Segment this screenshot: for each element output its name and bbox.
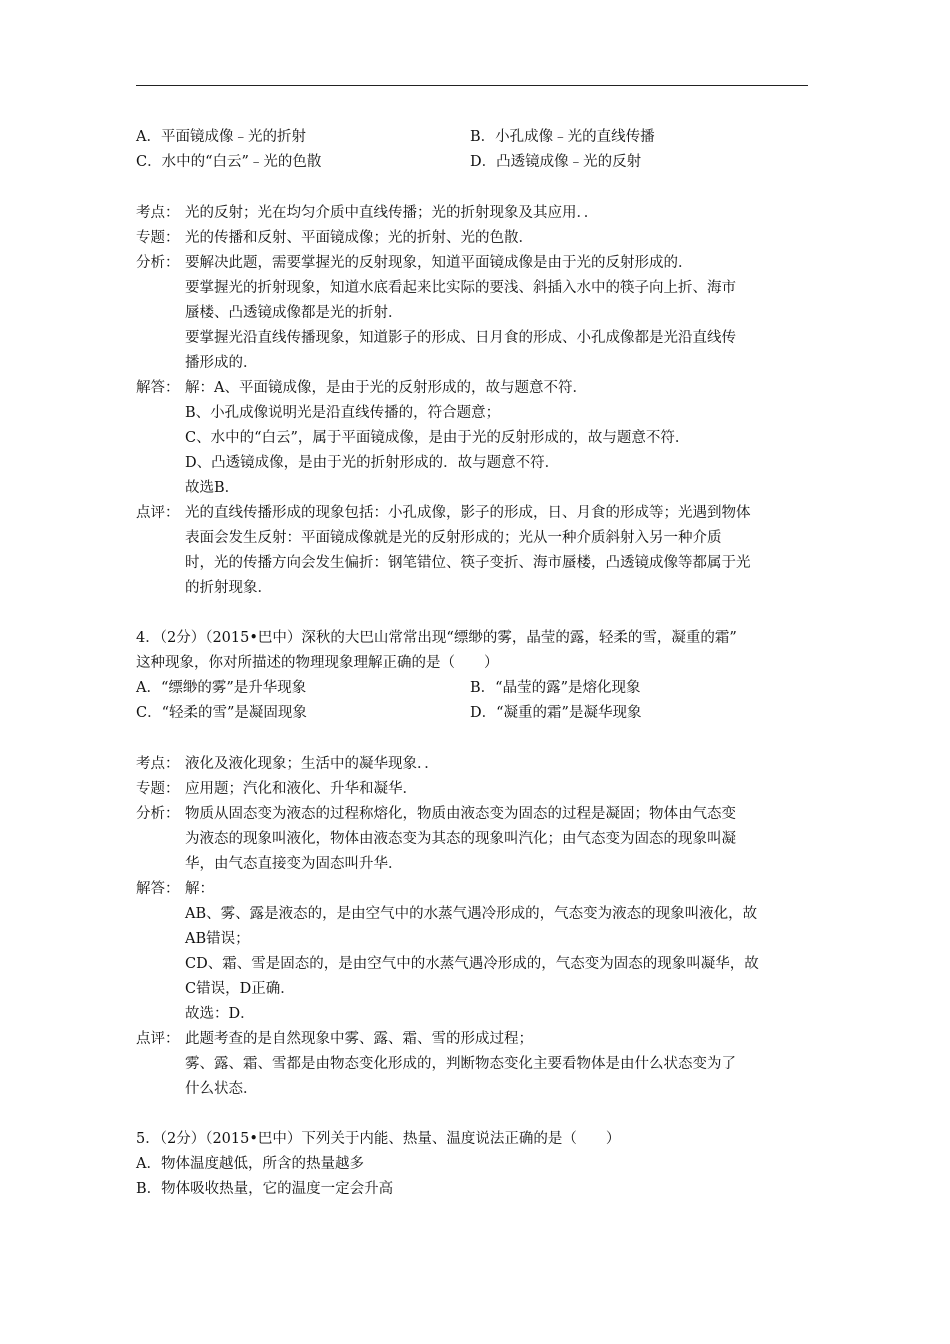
q5-stem: 5．（2分）（2015•巴中）下列关于内能、热量、温度说法正确的是（ ）	[136, 1131, 621, 1147]
q3-kaodian: 光的反射；光在均匀介质中直线传播；光的折射现象及其应用．．	[185, 205, 599, 221]
q3-dianping-line: 的折射现象．	[185, 580, 272, 596]
q4-jieda-label: 解答：	[136, 881, 180, 897]
q3-jieda-line: B、小孔成像说明光是沿直线传播的，符合题意；	[185, 405, 501, 421]
q3-zhuanti-label: 专题：	[136, 230, 180, 246]
q3-zhuanti: 光的传播和反射、平面镜成像；光的折射、光的色散．	[185, 230, 533, 246]
q4-fenxi-label: 分析：	[136, 806, 180, 822]
q4-kaodian-label: 考点：	[136, 756, 180, 772]
q3-dianping-line: 表面会发生反射：平面镜成像就是光的反射形成的；光从一种介质斜射入另一种介质	[185, 530, 722, 546]
q4-option-a: A．“缥缈的雾”是升华现象	[136, 680, 307, 696]
q5-option-b: B．物体吸收热量，它的温度一定会升高	[136, 1181, 394, 1197]
q3-fenxi-line: 要掌握光沿直线传播现象，知道影子的形成、日月食的形成、小孔成像都是光沿直线传	[185, 330, 736, 346]
q4-option-d: D．“凝重的霜”是凝华现象	[470, 705, 642, 721]
q4-dianping-label: 点评：	[136, 1031, 180, 1047]
q3-jieda-line: C、水中的“白云”，属于平面镜成像，是由于光的反射形成的，故与题意不符．	[185, 430, 690, 446]
q4-fenxi-line: 华，由气态直接变为固态叫升华．	[185, 856, 403, 872]
q3-kaodian-label: 考点：	[136, 205, 180, 221]
q4-fenxi-line: 物质从固态变为液态的过程称熔化，物质由液态变为固态的过程是凝固；物体由气态变	[185, 806, 736, 822]
q3-fenxi-line: 播形成的．	[185, 355, 258, 371]
q4-dianping-line: 雾、露、霜、雪都是由物态变化形成的，判断物态变化主要看物体是由什么状态变为了	[185, 1056, 736, 1072]
q3-dianping-line: 时，光的传播方向会发生偏折：钢笔错位、筷子变折、海市蜃楼，凸透镜成像等都属于光	[185, 555, 751, 571]
q3-jieda-label: 解答：	[136, 380, 180, 396]
q3-option-b: B．小孔成像﹣光的直线传播	[470, 129, 655, 145]
q4-option-c: C．“轻柔的雪”是凝固现象	[136, 705, 307, 721]
q5-option-a: A．物体温度越低，所含的热量越多	[136, 1156, 364, 1172]
q3-jieda-line: 解：A、平面镜成像，是由于光的反射形成的，故与题意不符．	[185, 380, 587, 396]
q4-jieda-line: AB错误；	[185, 931, 250, 947]
q4-stem-line: 这种现象，你对所描述的物理现象理解正确的是（ ）	[136, 655, 499, 671]
q4-jieda-line: CD、霜、雪是固态的，是由空气中的水蒸气遇冷形成的，气态变为固态的现象叫凝华，故	[185, 956, 759, 972]
q3-fenxi-line: 要掌握光的折射现象，知道水底看起来比实际的要浅、斜插入水中的筷子向上折、海市	[185, 280, 736, 296]
q3-jieda-line: D、凸透镜成像，是由于光的折射形成的．故与题意不符．	[185, 455, 560, 471]
q4-zhuanti: 应用题；汽化和液化、升华和凝华．	[185, 781, 417, 797]
q4-kaodian: 液化及液化现象；生活中的凝华现象．．	[185, 756, 439, 772]
q3-jieda-line: 故选B．	[185, 480, 240, 496]
q4-dianping-line: 什么状态．	[185, 1081, 258, 1097]
q3-fenxi-label: 分析：	[136, 255, 180, 271]
header-rule	[136, 85, 808, 86]
q3-fenxi-line: 蜃楼、凸透镜成像都是光的折射．	[185, 305, 403, 321]
q4-fenxi-line: 为液态的现象叫液化，物体由液态变为其态的现象叫汽化；由气态变为固态的现象叫凝	[185, 831, 736, 847]
q3-fenxi-line: 要解决此题，需要掌握光的反射现象，知道平面镜成像是由于光的反射形成的．	[185, 255, 693, 271]
q4-jieda-line: AB、雾、露是液态的，是由空气中的水蒸气遇冷形成的，气态变为液态的现象叫液化，故	[185, 906, 758, 922]
q3-dianping-line: 光的直线传播形成的现象包括：小孔成像，影子的形成，日、月食的形成等；光遇到物体	[185, 505, 751, 521]
q3-option-d: D．凸透镜成像﹣光的反射	[470, 154, 642, 170]
q4-stem-line: 4．（2分）（2015•巴中）深秋的大巴山常常出现“缥缈的雾，晶莹的露，轻柔的雪，凝重的霜”	[136, 630, 737, 646]
q3-option-a: A．平面镜成像﹣光的折射	[136, 129, 306, 145]
q4-jieda-line: C错误，D正确．	[185, 981, 295, 997]
q3-dianping-label: 点评：	[136, 505, 180, 521]
q4-zhuanti-label: 专题：	[136, 781, 180, 797]
q4-jieda-line: 故选：D．	[185, 1006, 255, 1022]
q3-option-c: C．水中的“白云”﹣光的色散	[136, 154, 322, 170]
q4-jieda-line: 解：	[185, 881, 214, 897]
q4-option-b: B．“晶莹的露”是熔化现象	[470, 680, 641, 696]
q4-dianping-line: 此题考查的是自然现象中雾、露、霜、雪的形成过程；	[185, 1031, 533, 1047]
